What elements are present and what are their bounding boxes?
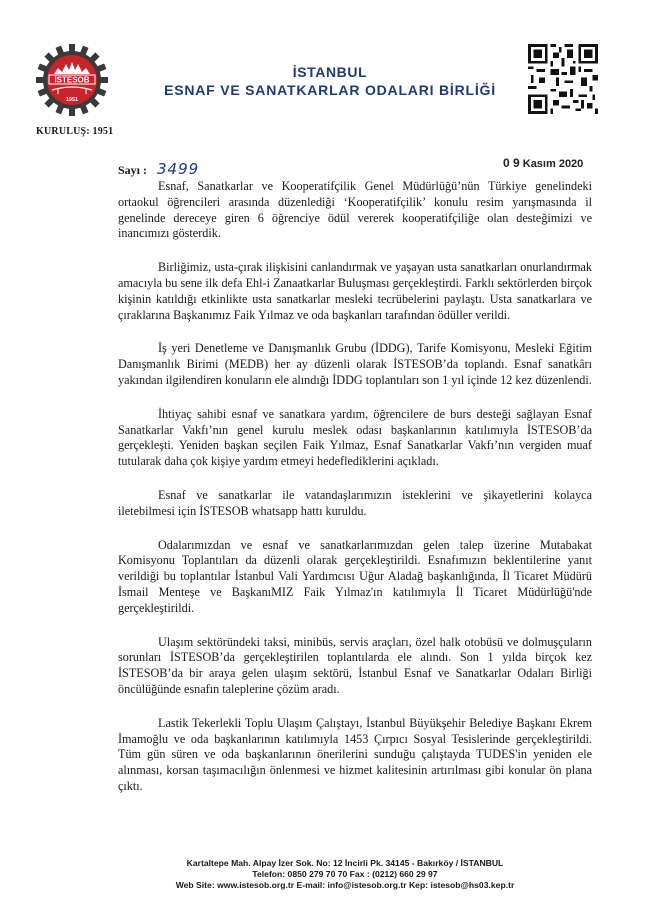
footer-address: Kartaltepe Mah. Alpay İzer Sok. No: 12 İncirli Pk. 34145 - Bakırköy / İSTANBUL: [186, 858, 504, 868]
istesob-logo-icon: [36, 44, 108, 116]
org-city: İSTANBUL: [292, 64, 368, 80]
paragraph: Lastik Tekerlekli Toplu Ulaşım Çalıştayı, İstanbul Büyükşehir Belediye Başkanı Ekrem İmamoğlu ve oda başkanlarının katılımıyla 1453 Çırpıcı Sosyal Tesislerinde gerçekleştirildi. Tüm gün süren ve oda başkanlarının önerilerini sunduğu çalıştayda TUDES'in yeniden ele alınması, korsan taşımacılığın önlenmesi ve hizmet kalitesinin artırılması gibi konular ön plana çıktı.: [118, 715, 592, 793]
footer-phone: Telefon: 0850 279 70 70 Fax : (0212) 660 29 97: [252, 869, 438, 879]
paragraph: İhtiyaç sahibi esnaf ve sanatkara yardım, öğrencilere de burs desteği sağlayan Esnaf Sanatkarlar Vakfı’nın genel kurulu meslek odası başkanlarının katılımıyla İSTESOB’da gerçekleşti. Yeniden başkan seçilen Faik Yılmaz, Esnaf Sanatkarlar Vakfı’nın vergiden muaf tutularak daha çok kişiye yardım etmeyi hedeflediklerini açıkladı.: [118, 406, 592, 469]
footer-web: Web Site: www.istesob.org.tr E-mail: info@istesob.org.tr Kep: istesob@hs03.kep.tr: [175, 880, 515, 890]
reference-value: 3499: [157, 160, 200, 178]
founded-year: KURULUŞ: 1951: [36, 126, 114, 137]
svg-text:İSTESOB: İSTESOB: [54, 75, 90, 85]
paragraph: Birliğimiz, usta-çırak ilişkisini canlandırmak ve yaşayan usta sanatkarları onurlandırmak amacıyla bu sene ilk defa Ehl-i Zanaatkarlar Buluşması gerçekleştirdi. Farklı sektörlerden birçok kişinin katıldığı etkinlikte usta sanatkarlar mesleki tecrübelerini paylaştı. Usta sanatkarlara ve çıraklarına Başkanımız Faik Yılmaz ve oda başkanları tarafından ödüller verildi.: [118, 260, 592, 322]
qr-code-icon: [528, 44, 598, 114]
paragraph: Esnaf ve sanatkarlar ile vatandaşlarımızın isteklerini ve şikayetlerini kolayca iletebilmesi için İSTESOB whatsapp hattı kuruldu.: [118, 487, 592, 518]
letter-body: [118, 179, 592, 813]
paragraph: İş yeri Denetleme ve Danışmanlık Grubu (İDDG), Tarife Komisyonu, Mesleki Eğitim Danışmanlık Birimi (MEDB) her ay düzenli olarak İSTESOB’da toplandı. Esnaf sanatkârı yakından ilgilendiren konuların ele alındığı İDDG toplantıları son 1 yıl içinde 12 kez düzenlendi.: [118, 341, 592, 387]
letter-footer: [110, 858, 580, 891]
paragraph: Ulaşım sektöründeki taksi, minibüs, servis araçları, özel halk otobüsü ve dolmuşçuların sorunları İSTESOB’da gerçekleştirilen toplantılarda ele alındı. Son 1 yılda birçok kez İSTESOB’da bir araya gelen ulaşım sektörü, İstanbul Esnaf ve Sanatkarlar Odaları Birliği öncülüğünde esnafın taleplerine çözüm aradı.: [118, 634, 592, 696]
paragraph: Esnaf, Sanatkarlar ve Kooperatifçilik Genel Müdürlüğü’nün Türkiye genelindeki ortaokul öğrencileri arasında düzenlediği ‘Kooperatifçilik’ konulu resim yarışmasında il genelinde dereceye giren 6 öğrenciye ödül vererek kooperatifçiliğe olan desteğimizi ve inancımızı gösterdik.: [118, 179, 592, 241]
date-day: 0 9: [503, 156, 520, 170]
svg-text:1951: 1951: [65, 97, 79, 103]
paragraph: Odalarımızdan ve esnaf ve sanatkarlarımızdan gelen talep üzerine Mutabakat Komisyonu Toplantıları da düzenli olarak gerçekleştirildi. Esnafımızın beklentilerine yanıt verildiği bu toplantılar İstanbul Vali Yardımcısı Uğur Aladağ başkanlığında, İl Ticaret Müdürü İsmail Menteşe ve BaşkanıMIZ Faik Yılmaz'ın katılımıyla İl Ticaret Müdürlüğü'nde gerçekleştirildi.: [118, 537, 592, 615]
org-title: ESNAF VE SANATKARLAR ODALARI BİRLİĞİ: [164, 82, 496, 98]
reference-number: [118, 160, 199, 178]
letter-date: [503, 156, 583, 170]
organization-name: [150, 64, 510, 98]
reference-label: Sayı :: [118, 163, 148, 177]
date-month-year: Kasım 2020: [522, 158, 584, 170]
